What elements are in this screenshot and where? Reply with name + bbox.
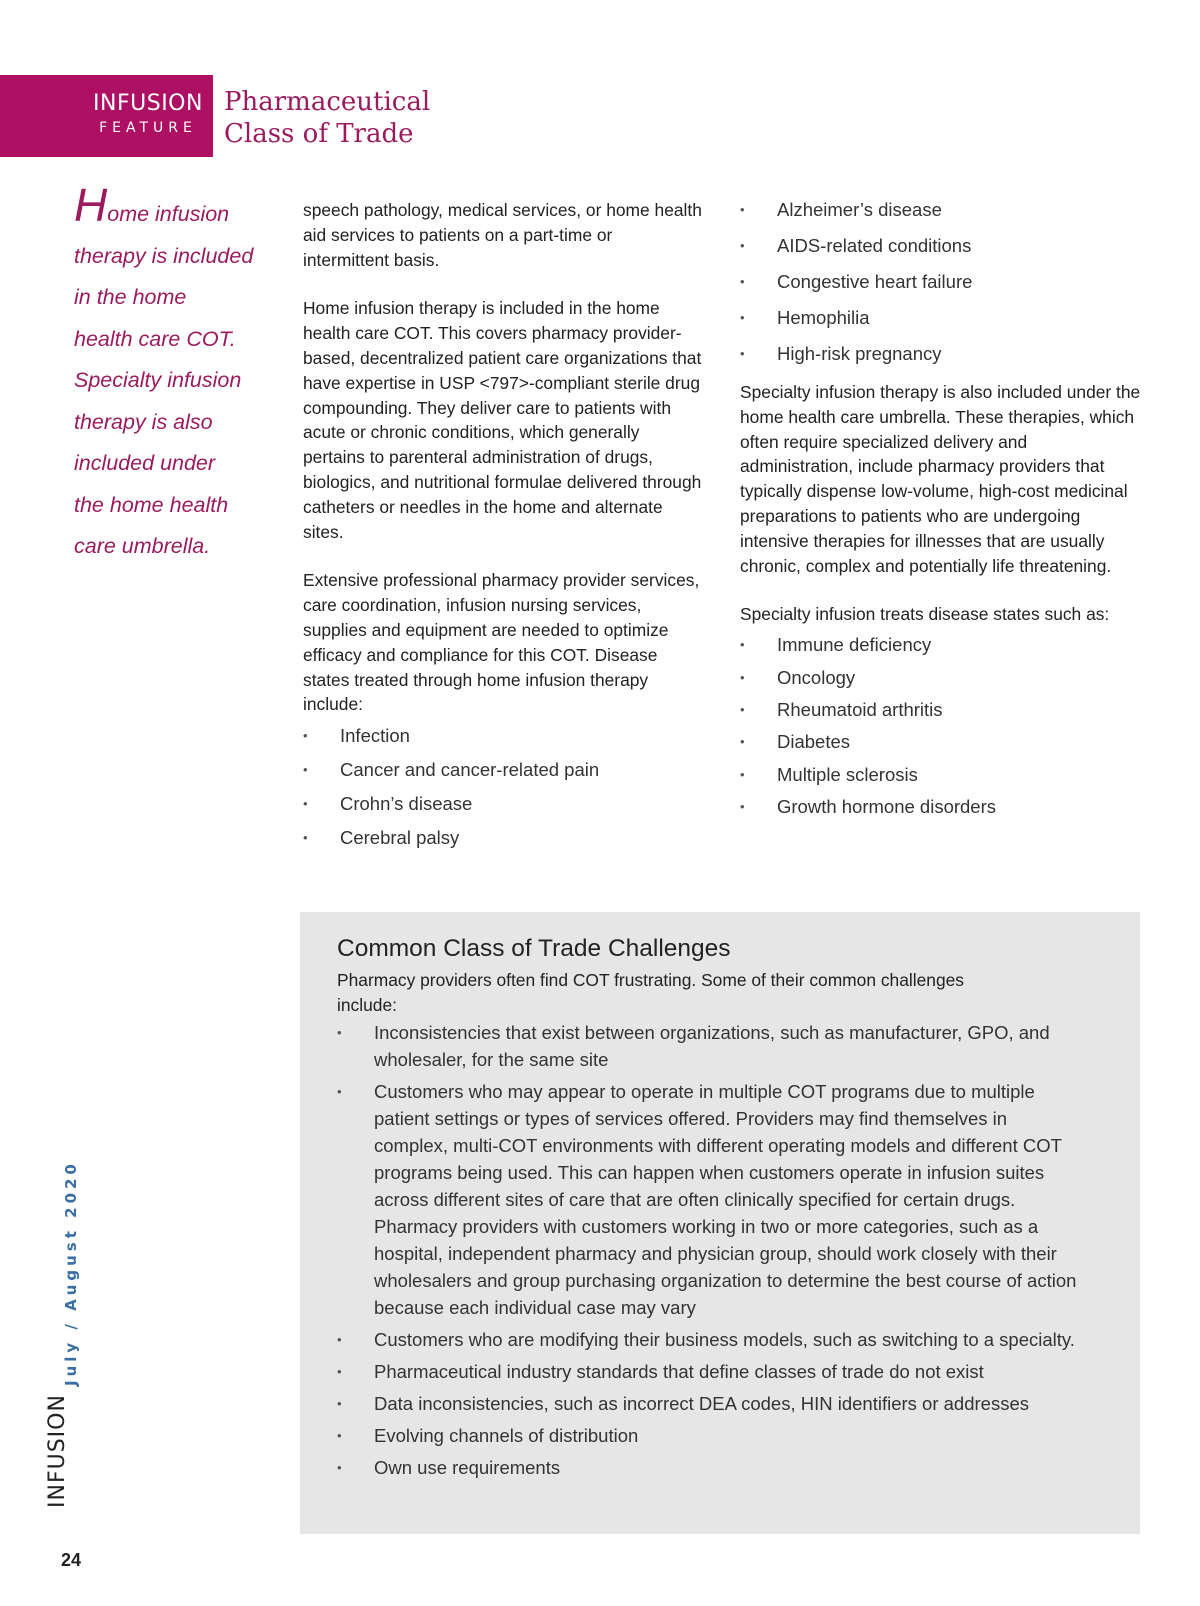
pull-quote-line: therapy is also	[74, 409, 213, 434]
paragraph: Home infusion therapy is included in the home health care COT. This covers pharmacy provider-based, decentralized patient care organizations that have expertise in USP <797>-compliant sterile drug compounding. They deliver care to patients with acute or chronic conditions, which generally pertains to parenteral administration of drugs, biologics, and nutritional formulae delivered through catheters or needles in the home and alternate sites.	[303, 298, 702, 542]
paragraph: Extensive professional pharmacy provider services, care coordination, infusion nursing services, supplies and equipment are needed to optimize efficacy and compliance for this COT. Disease states treated through home infusion therapy include:	[303, 570, 700, 715]
disease-list-continued	[740, 192, 1145, 372]
page-title	[224, 86, 430, 150]
list-item: • Crohn’s disease	[303, 787, 703, 821]
list-item: • Customers who may appear to operate in multiple COT programs due to multiple patient settings or types of services offered. Providers may find themselves in complex, multi-COT environments with different operating models and different COT programs being used. This can happen when customers operate in infusion suites across different sites of care that are often clinically specified for certain drugs. Pharmacy providers with customers working in two or more categories, such as a hospital, independent pharmacy and physician group, should work closely with their wholesalers and group purchasing organization to determine the best course of action because each individual case may vary	[337, 1078, 1077, 1321]
list-item: • Infection	[303, 719, 703, 753]
pull-quote-line: the home health	[74, 492, 229, 517]
brand-logo-word: INFUSION	[93, 91, 203, 116]
pull-quote-line: health care COT.	[74, 326, 236, 351]
paragraph: Specialty infusion therapy is also included under the home health care umbrella. These therapies, which often require specialized delivery and administration, include pharmacy providers that typically dispense low-volume, high-cost medicinal preparations to patients who are undergoing intensive therapies for illnesses that are usually chronic, complex and potentially life threatening.	[740, 382, 1141, 576]
article-column-1	[303, 198, 703, 855]
list-item: • Pharmaceutical industry standards that define classes of trade do not exist	[337, 1358, 1077, 1385]
paragraph: speech pathology, medical services, or home health aid services to patients on a part-time or intermittent basis.	[303, 200, 702, 270]
pull-quote	[74, 179, 274, 568]
list-item: • Alzheimer’s disease	[740, 192, 1145, 228]
challenges-sidebar-box	[300, 912, 1140, 1534]
pull-quote-line: care umbrella.	[74, 534, 211, 558]
brand-logo-subtitle: FEATURE	[99, 120, 197, 136]
article-column-2	[740, 198, 1145, 824]
issue-date: July / August 2020	[62, 1160, 80, 1386]
box-title: Common Class of Trade Challenges	[337, 935, 731, 962]
list-item: • Diabetes	[740, 726, 1145, 758]
pull-quote-line: therapy is included	[74, 243, 254, 268]
header-band	[0, 75, 213, 157]
page-title-line2: Class of Trade	[224, 119, 414, 149]
pull-quote-line: in the home	[74, 285, 187, 309]
list-item: • Immune deficiency	[740, 629, 1145, 661]
challenges-list	[337, 1019, 1077, 1486]
specialty-disease-list	[740, 629, 1145, 823]
home-infusion-disease-list	[303, 719, 703, 855]
page-number: 24	[61, 1550, 82, 1570]
pull-quote-dropcap: H	[74, 179, 108, 231]
list-item: • Rheumatoid arthritis	[740, 694, 1145, 726]
pull-quote-line: Specialty infusion	[74, 368, 242, 392]
list-item: • AIDS-related conditions	[740, 228, 1145, 264]
list-item: • Cerebral palsy	[303, 821, 703, 855]
box-intro: Pharmacy providers often find COT frustrating. Some of their common challenges include:	[337, 970, 964, 1015]
list-item: • Growth hormone disorders	[740, 791, 1145, 823]
list-item: • Cancer and cancer-related pain	[303, 753, 703, 787]
list-item: • Data inconsistencies, such as incorrect DEA codes, HIN identifiers or addresses	[337, 1390, 1077, 1417]
list-item: • Congestive heart failure	[740, 264, 1145, 300]
pull-quote-line: Home infusion	[74, 179, 230, 231]
magazine-logo-vertical: INFUSION	[45, 1394, 70, 1508]
list-item: • Customers who are modifying their business models, such as switching to a specialty.	[337, 1326, 1077, 1353]
list-item: • Hemophilia	[740, 300, 1145, 336]
list-item: • Inconsistencies that exist between organizations, such as manufacturer, GPO, and wholesaler, for the same site	[337, 1019, 1077, 1073]
list-item: • Multiple sclerosis	[740, 759, 1145, 791]
pull-quote-line: included under	[74, 451, 216, 475]
paragraph: Specialty infusion treats disease states such as:	[740, 604, 1110, 625]
list-item: • Oncology	[740, 662, 1145, 694]
list-item: • Own use requirements	[337, 1454, 1077, 1481]
list-item: • High-risk pregnancy	[740, 336, 1145, 372]
list-item: • Evolving channels of distribution	[337, 1422, 1077, 1449]
page-title-line1: Pharmaceutical	[224, 87, 431, 117]
